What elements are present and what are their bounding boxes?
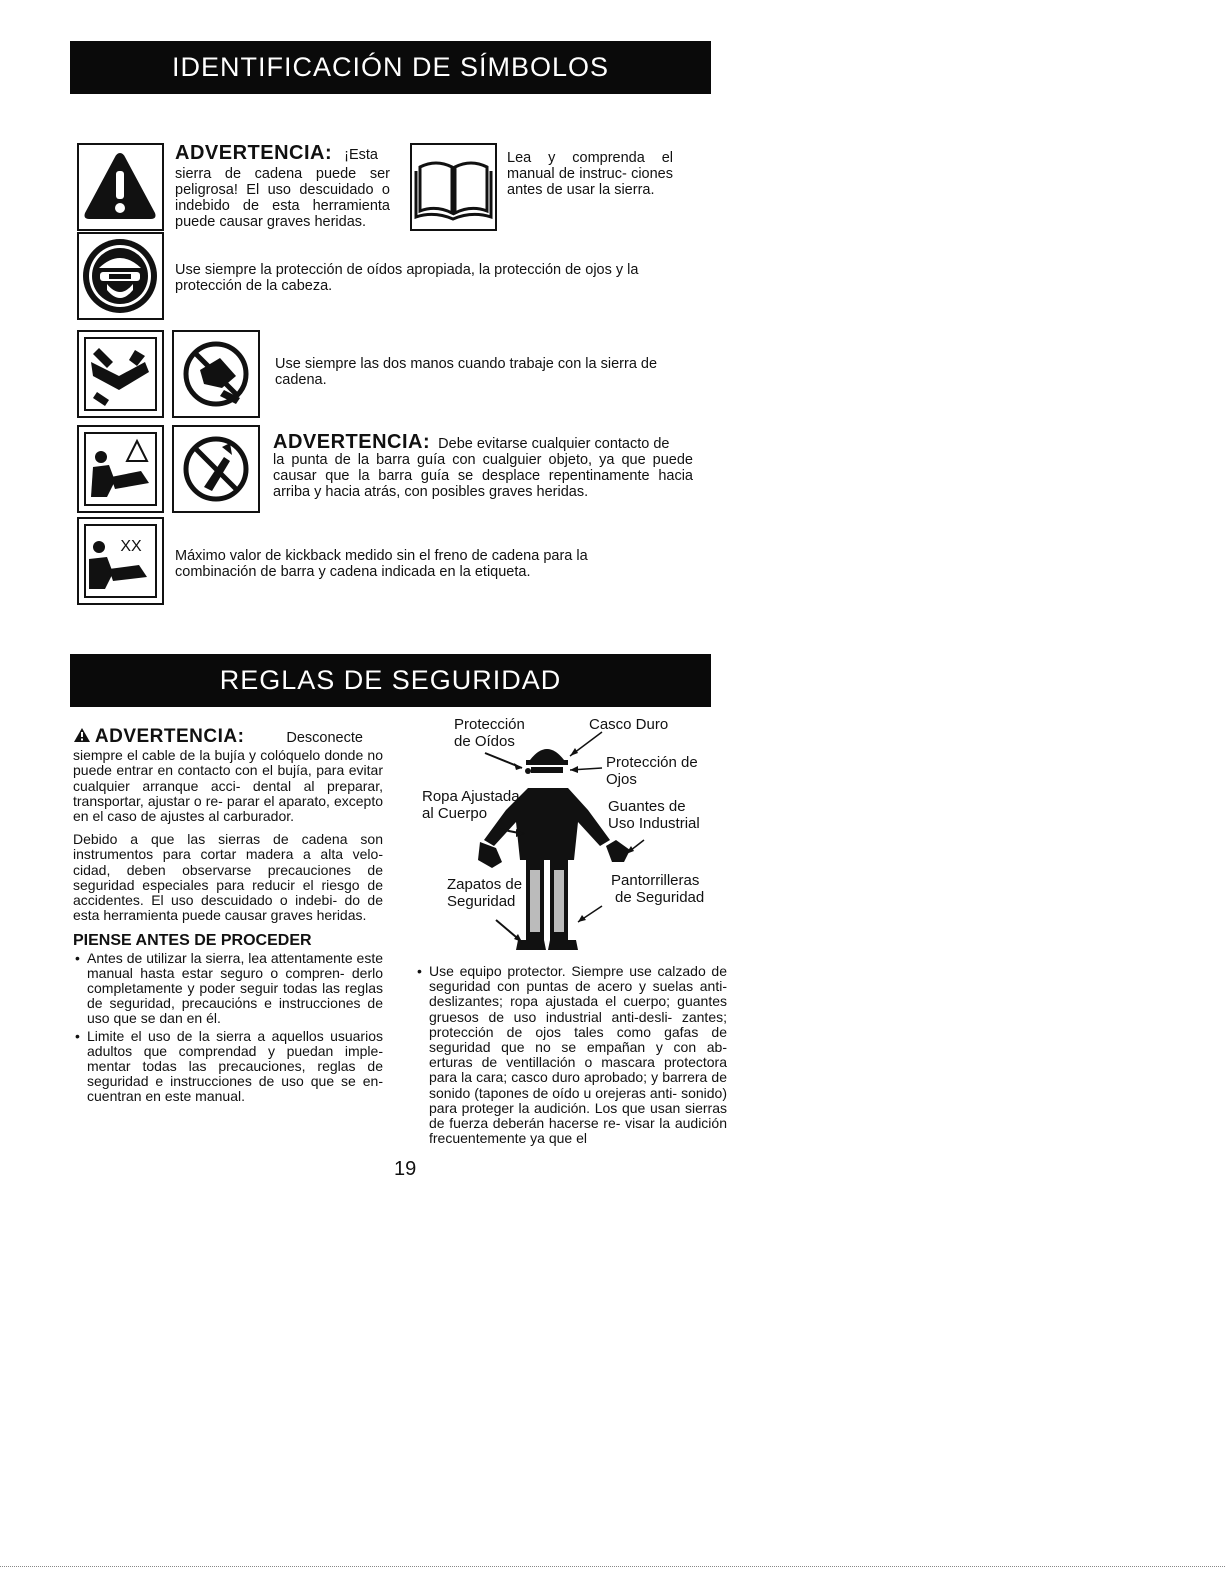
- label-line: Pantorrilleras: [611, 872, 700, 889]
- warning-block-1: [175, 142, 390, 230]
- warning-lead: ¡Esta: [344, 147, 378, 163]
- list-item: • Antes de utilizar la sierra, lea attentamente este manual hasta estar seguro o compren- derlo completamente y poder seguir todas las reglas de seguridad, precauciόns e instrucciones de uso que se dan en él.: [73, 951, 383, 1027]
- section-header-text: IDENTIFICACIÓN DE SÍMBOLOS: [171, 52, 610, 82]
- rules-paragraph-2: Debido a que las sierras de cadena son instrumentos para cortar madera a alta velo- cidad, deben observarse precauciones de seguridad especiales para reducir el riesgo de accidentes. El uso descuidado o indebi- do de esta herramienta puede causar graves heridas.: [73, 831, 383, 924]
- label-line: Ojos: [606, 771, 637, 788]
- warning-triangle-icon: [77, 143, 164, 231]
- kickback-warning-text: la punta de la barra guía con cualguier objeto, ya que puede causar que la barra guía se desplace repentinamente hacia arriba y hacia atrás, con posibles graves heridas.: [273, 452, 693, 500]
- kickback-operator-icon: [77, 425, 164, 513]
- list-item: • Limite el uso de la sierra a aquellos usuarios adultos que comprendad y puedan imple- mentar todas las precauciones, reglas de seguridad e instrucciones de uso que se en- cuentran en este manual.: [73, 1029, 383, 1105]
- label-line: Ropa Ajustada: [422, 788, 520, 805]
- label-line: al Cuerpo: [422, 805, 488, 822]
- label-safety-shoes: [447, 876, 522, 910]
- label-safety-chaps: [611, 872, 704, 906]
- label-line: Zapatos de: [447, 876, 523, 893]
- label-ear-protection: [454, 716, 525, 750]
- label-eye-protection: [606, 754, 698, 788]
- rules-bullet-list: [73, 951, 383, 1105]
- label-gloves: [608, 798, 700, 832]
- kickback-value-icon: [77, 517, 164, 605]
- kickback-value-text: Máximo valor de kickback medido sin el freno de cadena para la combinación de barra y cadena indicada en la etiqueta.: [175, 548, 588, 580]
- warning-triangle-small-icon: [73, 727, 91, 743]
- section-header-text: REGLAS DE SEGURIDAD: [219, 665, 562, 695]
- label-line: de Oídos: [454, 733, 515, 750]
- rules-warning-lead: Desconecte: [286, 730, 363, 746]
- protection-text: Use siempre la protección de oídos apropiada, la protección de ojos y la protección de la cabeza.: [175, 262, 639, 294]
- safety-left-column: [73, 727, 383, 1107]
- kickback-warning-lead: Debe evitarse cualquier contacto de: [438, 436, 670, 452]
- bottom-divider: [0, 1566, 1225, 1567]
- two-hands-saw-icon: [77, 330, 164, 418]
- no-tip-contact-icon: [172, 425, 260, 513]
- label-line: Uso Industrial: [608, 815, 700, 832]
- section-header-safety: [70, 654, 711, 707]
- manual-text: Lea y comprenda el manual de instruc- ciones antes de usar la sierra.: [507, 150, 673, 198]
- label-line: de Seguridad: [615, 889, 705, 906]
- two-hands-text: Use siempre las dos manos cuando trabaje con la sierra de cadena.: [275, 356, 658, 388]
- protective-equipment-figure: [410, 710, 725, 960]
- label-hard-hat: Casco Duro: [589, 716, 669, 733]
- label-line: Protección: [454, 716, 525, 733]
- kickback-badge-text: XX: [120, 538, 142, 555]
- label-tight-clothing: [422, 788, 520, 822]
- rules-right-bullet-list: [415, 964, 727, 1146]
- rules-warning-label: ADVERTENCIA:: [94, 726, 245, 747]
- label-line: Guantes de: [608, 798, 686, 815]
- kickback-warning-label: ADVERTENCIA:: [273, 431, 431, 453]
- protective-gear-head-icon: [77, 232, 164, 320]
- book-icon: [410, 143, 497, 231]
- kickback-warning-block: [273, 431, 693, 500]
- warning-text: sierra de cadena puede ser peligrosa! El uso descuidado o indebido de esta herramienta puede causar graves heridas.: [175, 166, 390, 230]
- label-line: Protección de: [606, 754, 698, 771]
- section-header-symbols: [70, 41, 711, 94]
- rules-warning-text: siempre el cable de la bujía y colóquelo donde no puede entrar en contacto con el bujía, para evitar cualquier arranque acci- dental al preparar, transportar, ajustar o re- parar el aparato, excepto en el caso de ajustes al carburador.: [73, 747, 383, 825]
- warning-label: ADVERTENCIA:: [175, 142, 333, 164]
- page-number: 19: [394, 1158, 417, 1180]
- safety-right-column: [415, 964, 727, 1148]
- list-item: • Use equipo protector. Siempre use calzado de seguridad con puntas de acero y suelas anti-deslizantes; ropa ajustada el cuerpo; guantes gruesos de uso industrial anti-desli- zantes; protección de ojos tales como gafas de seguridad que no se empañan y con ab- erturas de ventillación o mascara protectora para la cara; casco duro aprobado; y barrera de sonido (tapones de oído u orejeras anti- sonido) para proteger la audición. Los que usan sierras de fuerza deberán hacerse re- visar la audición frecuentemente ya que el: [415, 964, 727, 1146]
- no-one-hand-icon: [172, 330, 260, 418]
- label-line: Seguridad: [447, 893, 516, 910]
- rules-heading: PIENSE ANTES DE PROCEDER: [73, 932, 312, 950]
